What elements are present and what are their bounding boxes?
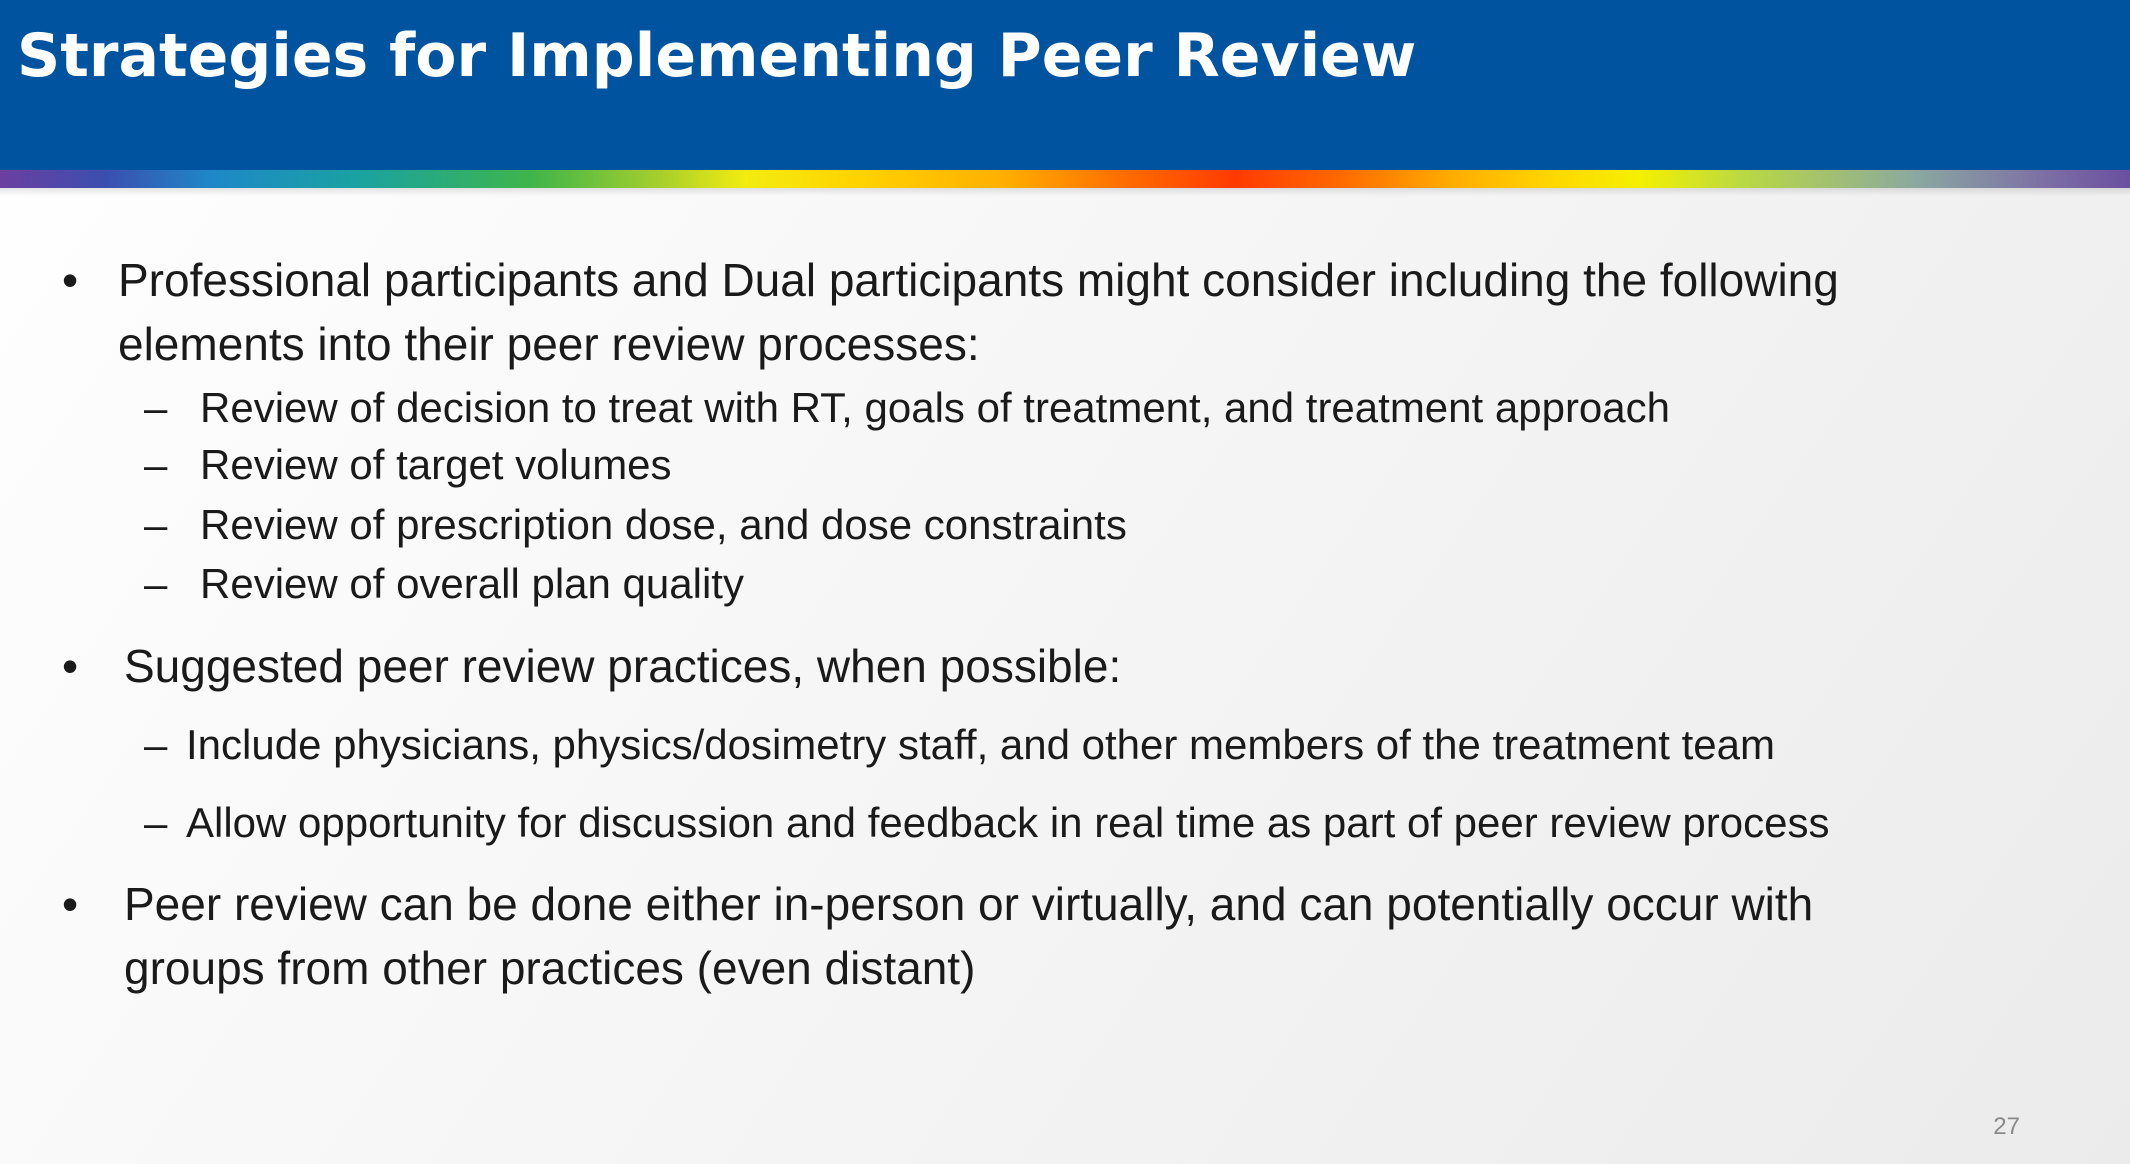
sub-item-include-staff: Include physicians, physics/dosimetry staff, and other members of the treatment team bbox=[186, 721, 1775, 768]
bullet-3-line-1: Peer review can be done either in-person or virtually, and can potentially occur with bbox=[124, 878, 1814, 930]
bullet-3-line-2: groups from other practices (even distant) bbox=[124, 942, 976, 994]
sub-item-target-volumes: Review of target volumes bbox=[200, 441, 672, 488]
sub-item-plan-quality: Review of overall plan quality bbox=[200, 560, 744, 607]
bullet-marker: • bbox=[62, 878, 79, 930]
bullet-1-line-1: Professional participants and Dual participants might consider including the following bbox=[118, 254, 1839, 306]
sub-bullet-dash: – bbox=[144, 384, 168, 431]
sub-bullet-dash: – bbox=[144, 560, 168, 607]
bullet-2-line-1: Suggested peer review practices, when possible: bbox=[124, 640, 1122, 692]
bullet-marker: • bbox=[62, 640, 79, 692]
page-number: 27 bbox=[1993, 1113, 2020, 1140]
bullet-marker: • bbox=[62, 254, 79, 306]
sub-bullet-dash: – bbox=[144, 441, 168, 488]
sub-item-prescription-dose: Review of prescription dose, and dose constraints bbox=[200, 501, 1127, 548]
sub-item-discussion-feedback: Allow opportunity for discussion and feedback in real time as part of peer review process bbox=[186, 799, 1830, 846]
bullet-1-line-2: elements into their peer review processes: bbox=[118, 318, 980, 370]
sub-bullet-dash: – bbox=[144, 721, 168, 768]
sub-item-decision-review: Review of decision to treat with RT, goals of treatment, and treatment approach bbox=[200, 384, 1670, 431]
slide-title: Strategies for Implementing Peer Review bbox=[17, 21, 1417, 91]
sub-bullet-dash: – bbox=[144, 799, 168, 846]
sub-bullet-dash: – bbox=[144, 501, 168, 548]
